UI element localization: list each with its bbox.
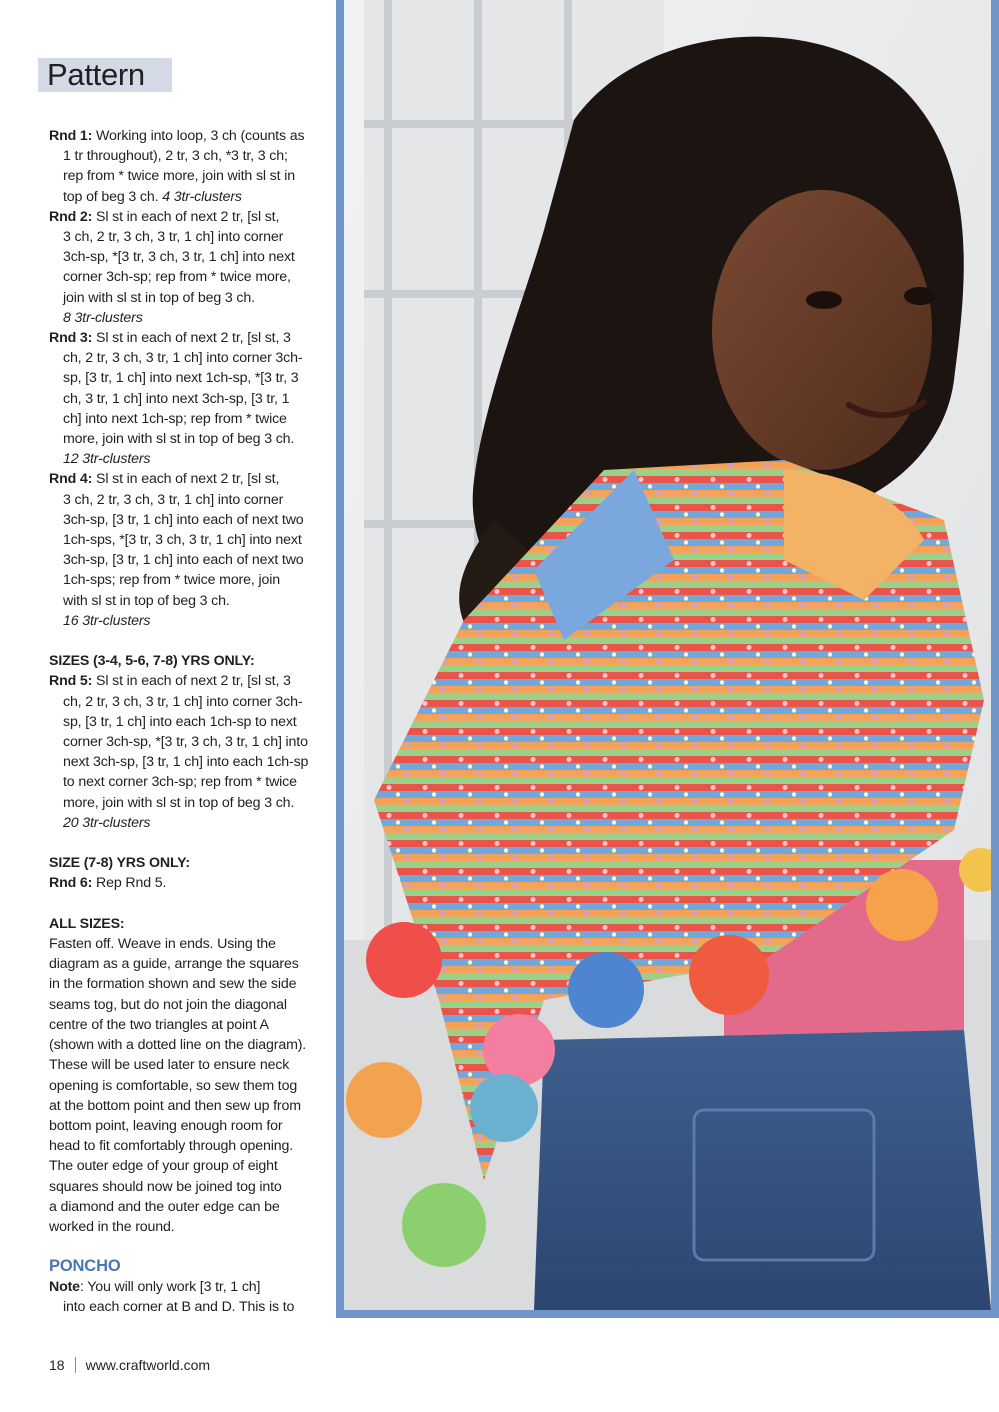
- note-line: into each corner at B and D. This is to: [63, 1299, 295, 1316]
- body-line: bottom point, leaving enough room for: [49, 1117, 283, 1134]
- round-3: [49, 328, 334, 469]
- round-line: Sl st in each of next 2 tr, [sl st, 3: [96, 673, 291, 690]
- round-line: ch, 3 tr, 1 ch] into next 3ch-sp, [3 tr, 1: [63, 390, 290, 407]
- cluster-count: 8 3tr-clusters: [63, 309, 143, 326]
- body-line: (shown with a dotted line on the diagram).: [49, 1037, 307, 1054]
- round-label: Rnd 1:: [49, 128, 93, 144]
- round-line: 3 ch, 2 tr, 3 ch, 3 tr, 1 ch] into corner: [63, 229, 284, 246]
- round-line: to next corner 3ch-sp; rep from * twice: [63, 774, 297, 791]
- round-2: [49, 207, 334, 328]
- round-line: 3ch-sp, [3 tr, 1 ch] into each of next two: [63, 552, 304, 569]
- round-line: corner 3ch-sp; rep from * twice more,: [63, 269, 291, 286]
- round-1: [49, 126, 334, 207]
- round-line: next 3ch-sp, [3 tr, 1 ch] into each 1ch-sp: [63, 754, 309, 771]
- footer-divider: [75, 1357, 76, 1373]
- round-line: Working into loop, 3 ch (counts as: [96, 128, 305, 144]
- round-label: Rnd 3:: [49, 330, 93, 347]
- body-line: centre of the two triangles at point A: [49, 1016, 269, 1033]
- round-line: 1ch-sps; rep from * twice more, join: [63, 572, 280, 589]
- round-line: sp, [3 tr, 1 ch] into each 1ch-sp to next: [63, 713, 297, 730]
- round-label: Rnd 6:: [49, 875, 93, 892]
- text-column: [0, 0, 340, 1412]
- round-line: corner 3ch-sp, *[3 tr, 3 ch, 3 tr, 1 ch] into: [63, 734, 308, 751]
- round-line: Sl st in each of next 2 tr, [sl st,: [96, 471, 280, 488]
- round-line: more, join with sl st in top of beg 3 ch.: [63, 431, 295, 448]
- round-line: more, join with sl st in top of beg 3 ch.: [63, 794, 295, 811]
- round-line: 3ch-sp, [3 tr, 1 ch] into each of next two: [63, 511, 304, 528]
- section-title: Pattern: [38, 58, 172, 92]
- cluster-count: 4 3tr-clusters: [162, 188, 242, 205]
- body-line: opening is comfortable, so sew them tog: [49, 1077, 298, 1094]
- section-heading: SIZE (7-8) YRS ONLY:: [49, 855, 191, 872]
- round-line: 1ch-sps, *[3 tr, 3 ch, 3 tr, 1 ch] into next: [63, 532, 302, 549]
- round-line: 3ch-sp, *[3 tr, 3 ch, 3 tr, 1 ch] into next: [63, 249, 295, 266]
- round-label: Rnd 5:: [49, 673, 93, 690]
- pattern-instructions: [49, 126, 334, 1318]
- cluster-count: 20 3tr-clusters: [63, 814, 151, 831]
- round-line: ch] into next 1ch-sp; rep from * twice: [63, 410, 287, 427]
- section-heading: SIZES (3-4, 5-6, 7-8) YRS ONLY:: [49, 653, 255, 670]
- cluster-count: 12 3tr-clusters: [63, 451, 151, 468]
- poncho-heading: PONCHO: [49, 1257, 121, 1276]
- body-line: The outer edge of your group of eight: [49, 1158, 278, 1175]
- sizes-a-section: [49, 651, 334, 833]
- round-line: ch, 2 tr, 3 ch, 3 tr, 1 ch] into corner 3ch-: [63, 693, 303, 710]
- round-line: rep from * twice more, join with sl st in: [63, 168, 295, 185]
- round-line: 1 tr throughout), 2 tr, 3 ch, *3 tr, 3 ch;: [63, 148, 288, 165]
- round-label: Rnd 4:: [49, 471, 93, 488]
- body-line: These will be used later to ensure neck: [49, 1057, 290, 1074]
- round-4: [49, 469, 334, 631]
- body-line: a diamond and the outer edge can be: [49, 1198, 280, 1215]
- photo-frame: [336, 0, 999, 1318]
- body-line: head to fit comfortably through opening.: [49, 1138, 294, 1155]
- sizes-b-section: [49, 853, 334, 893]
- round-line: sp, [3 tr, 1 ch] into next 1ch-sp, *[3 tr, 3: [63, 370, 299, 387]
- round-line: ch, 2 tr, 3 ch, 3 tr, 1 ch] into corner 3ch-: [63, 350, 303, 367]
- round-label: Rnd 2:: [49, 208, 93, 225]
- body-line: seams tog, but do not join the diagonal: [49, 996, 287, 1013]
- round-line: join with sl st in top of beg 3 ch.: [63, 289, 255, 306]
- body-line: worked in the round.: [49, 1218, 175, 1235]
- website-link[interactable]: www.craftworld.com: [85, 1357, 211, 1373]
- note-label: Note: [49, 1279, 80, 1296]
- body-line: at the bottom point and then sew up from: [49, 1097, 301, 1114]
- photo-child-crochet-poncho: [344, 0, 991, 1310]
- round-line: Rep Rnd 5.: [96, 875, 167, 892]
- all-sizes-section: [49, 914, 334, 1237]
- round-line: with sl st in top of beg 3 ch.: [63, 592, 230, 609]
- page-number: 18: [49, 1357, 65, 1373]
- round-line: Sl st in each of next 2 tr, [sl st,: [96, 208, 280, 225]
- poncho-section: [49, 1255, 334, 1317]
- body-line: diagram as a guide, arrange the squares: [49, 956, 299, 973]
- round-line: Sl st in each of next 2 tr, [sl st, 3: [96, 330, 291, 347]
- page-footer: [49, 1355, 210, 1375]
- round-line: 3 ch, 2 tr, 3 ch, 3 tr, 1 ch] into corner: [63, 491, 284, 508]
- note-line: : You will only work [3 tr, 1 ch]: [79, 1279, 261, 1296]
- body-line: in the formation shown and sew the side: [49, 976, 297, 993]
- cluster-count: 16 3tr-clusters: [63, 612, 151, 629]
- round-line: top of beg 3 ch.: [63, 188, 159, 205]
- photo-illustration: [344, 0, 991, 1310]
- body-line: squares should now be joined tog into: [49, 1178, 282, 1195]
- section-heading: ALL SIZES:: [49, 915, 125, 932]
- body-line: Fasten off. Weave in ends. Using the: [49, 936, 276, 953]
